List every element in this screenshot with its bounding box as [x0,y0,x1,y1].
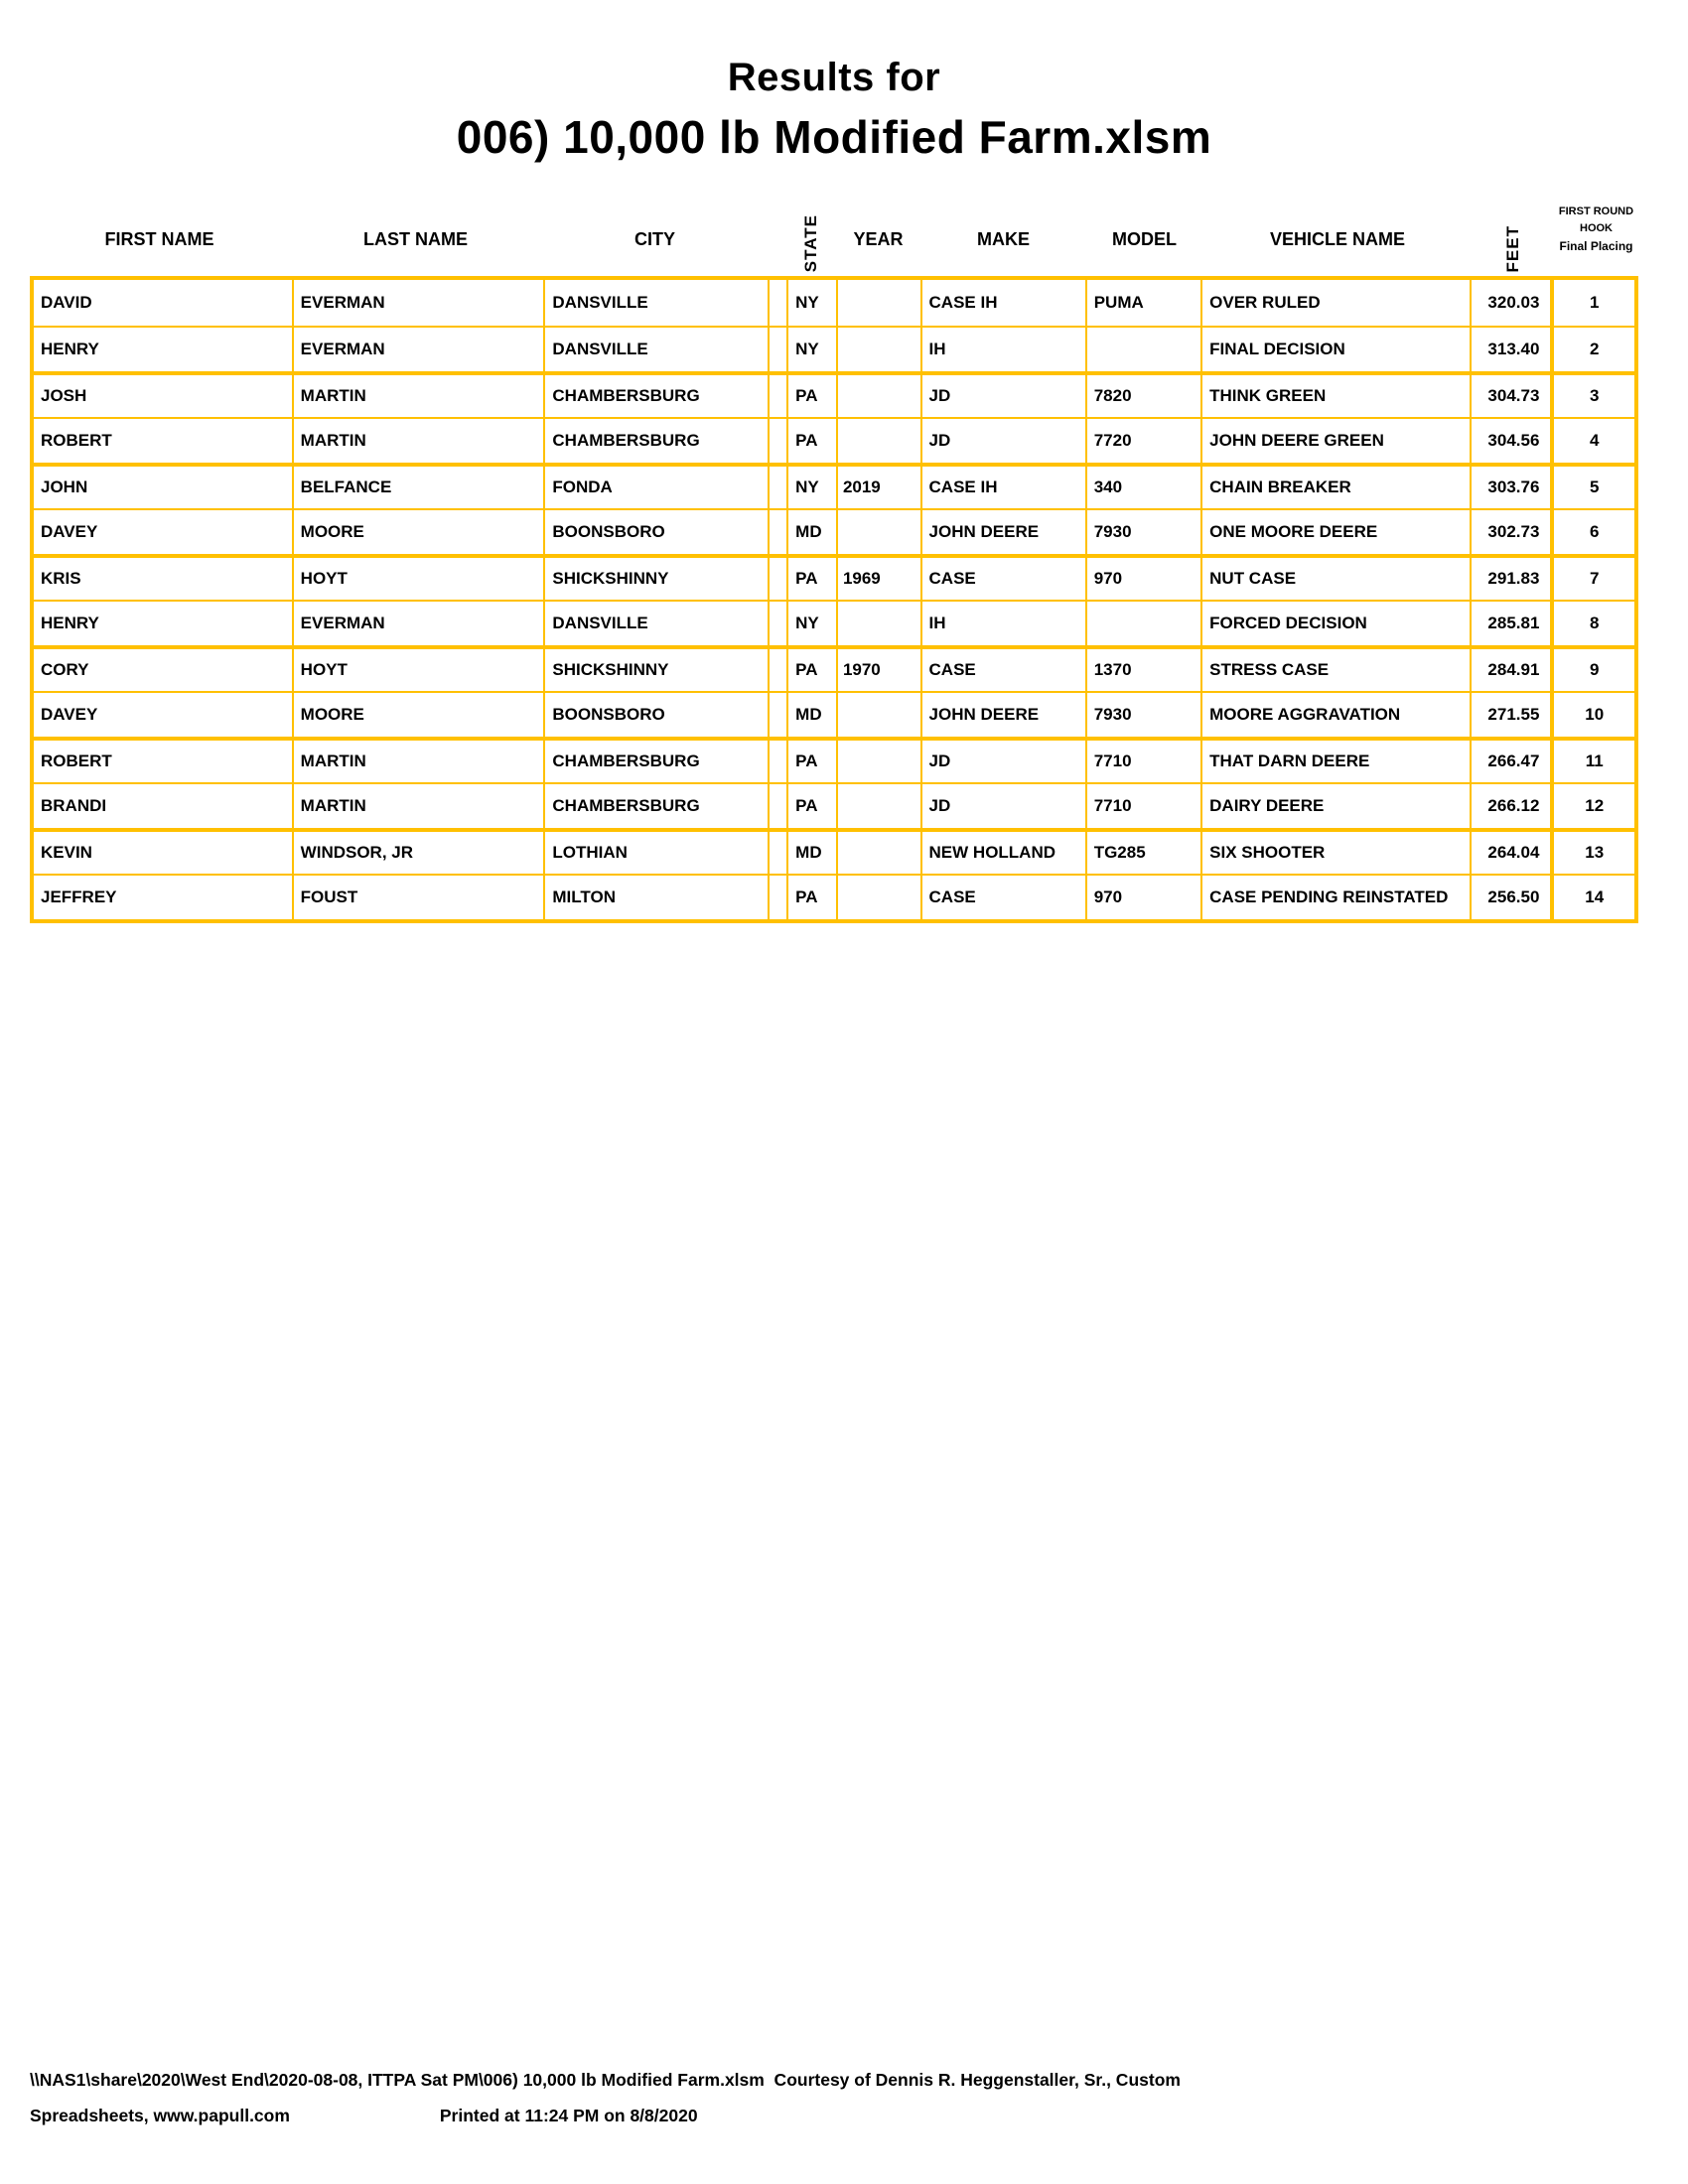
cell-city: SHICKSHINNY [543,558,768,600]
cell-spacer [768,784,786,828]
cell-city: SHICKSHINNY [543,649,768,691]
col-header-last-name-label: LAST NAME [363,229,468,249]
col-header-make-label: MAKE [977,229,1030,249]
cell-final-placing: 2 [1550,328,1634,371]
cell-first-name: DAVID [41,293,92,312]
cell-final-placing: 14 [1550,876,1634,919]
cell-first-name: CORY [41,660,89,679]
table-row [34,645,1634,691]
cell-first-name: DAVEY [41,522,98,541]
cell-vehicle-name: THINK GREEN [1200,375,1470,417]
cell-last-name: MARTIN [292,419,544,463]
cell-vehicle-name: JOHN DEERE GREEN [1200,419,1470,463]
cell-vehicle-name: FORCED DECISION [1200,602,1470,645]
footer-print-info [30,2106,1678,2126]
table-row [34,280,1634,326]
cell-year: 1969 [836,558,920,600]
cell-feet: 291.83 [1470,558,1551,600]
cell-vehicle-name: DAIRY DEERE [1200,784,1470,828]
cell-year [836,419,920,463]
cell-final-placing: 5 [1550,467,1634,508]
cell-model: 7720 [1085,419,1200,463]
cell-year [836,328,920,371]
cell-city: CHAMBERSBURG [543,419,768,463]
cell-state: NY [786,280,836,326]
cell-make: CASE IH [920,280,1085,326]
cell-model [1085,328,1200,371]
cell-vehicle-name: CASE PENDING REINSTATED [1200,876,1470,919]
cell-first-name: HENRY [41,340,99,358]
cell-make: CASE [920,558,1085,600]
col-header-first-round-label: FIRST ROUND [1558,205,1634,218]
cell-spacer [768,510,786,554]
col-header-last-name [289,189,542,276]
cell-last-name: MARTIN [292,784,544,828]
cell-city: DANSVILLE [543,328,768,371]
cell-make: JD [920,784,1085,828]
cell-year: 1970 [836,649,920,691]
cell-feet: 304.73 [1470,375,1551,417]
cell-spacer [768,328,786,371]
col-header-city-label: CITY [633,229,675,249]
cell-first-name: JOSH [41,386,87,405]
col-header-state-label: STATE [801,213,820,272]
cell-city: BOONSBORO [543,510,768,554]
col-header-city [542,189,768,276]
cell-year [836,280,920,326]
cell-vehicle-name: THAT DARN DEERE [1200,741,1470,782]
cell-spacer [768,419,786,463]
cell-state: PA [786,649,836,691]
cell-city: DANSVILLE [543,280,768,326]
cell-first-name: BRANDI [41,796,107,815]
footer-file-path: \\NAS1\share\2020\West End\2020-08-08, ITTPA Sat PM\006) 10,000 lb Modified Farm.xlsm Courtesy of Dennis R. Heggenstaller, Sr., Custom [30,2070,1181,2090]
cell-spacer [768,649,786,691]
cell-model: 7710 [1085,784,1200,828]
col-header-first-name-label: FIRST NAME [104,229,214,249]
cell-first-name: JOHN [41,478,88,496]
cell-state: PA [786,876,836,919]
table-row [34,463,1634,508]
cell-last-name: HOYT [292,649,544,691]
col-header-year [836,189,920,276]
table-row [34,326,1634,371]
cell-model: PUMA [1085,280,1200,326]
cell-make: CASE IH [920,467,1085,508]
cell-city: CHAMBERSBURG [543,784,768,828]
cell-last-name: MOORE [292,693,544,737]
cell-last-name: BELFANCE [292,467,544,508]
cell-vehicle-name: SIX SHOOTER [1200,832,1470,874]
cell-vehicle-name: NUT CASE [1200,558,1470,600]
cell-final-placing: 1 [1550,280,1634,326]
cell-model: 7930 [1085,693,1200,737]
cell-final-placing: 11 [1550,741,1634,782]
cell-feet: 271.55 [1470,693,1551,737]
cell-feet: 266.12 [1470,784,1551,828]
cell-spacer [768,280,786,326]
cell-final-placing: 3 [1550,375,1634,417]
cell-make: JD [920,419,1085,463]
cell-model: 970 [1085,558,1200,600]
table-row [34,600,1634,645]
cell-last-name: MARTIN [292,741,544,782]
col-header-year-label: YEAR [853,229,904,249]
cell-last-name: FOUST [292,876,544,919]
cell-last-name: MOORE [292,510,544,554]
cell-spacer [768,832,786,874]
cell-vehicle-name: CHAIN BREAKER [1200,467,1470,508]
col-header-vehicle-name [1202,189,1473,276]
cell-state: MD [786,693,836,737]
cell-feet: 320.03 [1470,280,1551,326]
cell-final-placing: 7 [1550,558,1634,600]
cell-first-name: JEFFREY [41,887,117,906]
cell-first-name: ROBERT [41,431,112,450]
table-row [34,691,1634,737]
cell-spacer [768,876,786,919]
cell-final-placing: 8 [1550,602,1634,645]
cell-state: NY [786,602,836,645]
cell-feet: 304.56 [1470,419,1551,463]
col-header-spacer [768,189,786,276]
cell-city: DANSVILLE [543,602,768,645]
cell-last-name: HOYT [292,558,544,600]
cell-feet: 313.40 [1470,328,1551,371]
cell-year: 2019 [836,467,920,508]
col-header-placing [1554,189,1638,276]
cell-vehicle-name: ONE MOORE DEERE [1200,510,1470,554]
table-header-row [30,189,1638,276]
page-title [30,56,1638,164]
cell-state: MD [786,510,836,554]
col-header-state [786,189,836,276]
cell-final-placing: 10 [1550,693,1634,737]
col-header-first-name [30,189,289,276]
cell-feet: 303.76 [1470,467,1551,508]
cell-vehicle-name: FINAL DECISION [1200,328,1470,371]
cell-city: BOONSBORO [543,693,768,737]
cell-make: CASE [920,876,1085,919]
cell-year [836,741,920,782]
cell-year [836,602,920,645]
title-results-for: Results for [727,56,941,99]
table-row [34,737,1634,782]
cell-make: JD [920,375,1085,417]
cell-city: FONDA [543,467,768,508]
table-row [34,782,1634,828]
cell-vehicle-name: STRESS CASE [1200,649,1470,691]
cell-feet: 285.81 [1470,602,1551,645]
cell-model: 970 [1085,876,1200,919]
cell-city: MILTON [543,876,768,919]
cell-last-name: EVERMAN [292,602,544,645]
cell-spacer [768,375,786,417]
cell-year [836,832,920,874]
cell-last-name: EVERMAN [292,328,544,371]
cell-model: 1370 [1085,649,1200,691]
cell-first-name: KRIS [41,569,81,588]
table-row [34,417,1634,463]
cell-spacer [768,741,786,782]
cell-first-name: DAVEY [41,705,98,724]
cell-city: CHAMBERSBURG [543,375,768,417]
cell-make: IH [920,602,1085,645]
cell-spacer [768,693,786,737]
cell-year [836,876,920,919]
table-row [34,828,1634,874]
cell-make: CASE [920,649,1085,691]
table-row [34,371,1634,417]
cell-year [836,784,920,828]
cell-feet: 264.04 [1470,832,1551,874]
cell-state: NY [786,328,836,371]
cell-year [836,693,920,737]
cell-make: NEW HOLLAND [920,832,1085,874]
cell-model: 7710 [1085,741,1200,782]
cell-state: PA [786,375,836,417]
cell-state: PA [786,419,836,463]
cell-vehicle-name: OVER RULED [1200,280,1470,326]
col-header-feet-label: FEET [1503,224,1522,272]
cell-model: 340 [1085,467,1200,508]
col-header-model-label: MODEL [1112,229,1177,249]
title-filename: 006) 10,000 lb Modified Farm.xlsm [456,111,1212,163]
cell-vehicle-name: MOORE AGGRAVATION [1200,693,1470,737]
col-header-make [920,189,1086,276]
cell-make: IH [920,328,1085,371]
footer-printed-at: Printed at 11:24 PM on 8/8/2020 [439,2106,698,2125]
col-header-feet [1473,189,1554,276]
col-header-model [1086,189,1202,276]
cell-make: JOHN DEERE [920,693,1085,737]
cell-model [1085,602,1200,645]
cell-spacer [768,558,786,600]
cell-model: TG285 [1085,832,1200,874]
col-header-vehicle-name-label: VEHICLE NAME [1269,229,1405,249]
table-row [34,554,1634,600]
cell-first-name: ROBERT [41,751,112,770]
cell-state: NY [786,467,836,508]
cell-make: JD [920,741,1085,782]
cell-city: LOTHIAN [543,832,768,874]
cell-spacer [768,602,786,645]
page-footer [30,2070,1678,2126]
results-table [30,276,1638,923]
cell-final-placing: 6 [1550,510,1634,554]
cell-first-name: HENRY [41,614,99,632]
cell-city: CHAMBERSBURG [543,741,768,782]
cell-feet: 256.50 [1470,876,1551,919]
cell-spacer [768,467,786,508]
cell-state: MD [786,832,836,874]
cell-final-placing: 12 [1550,784,1634,828]
cell-model: 7930 [1085,510,1200,554]
cell-year [836,375,920,417]
cell-feet: 284.91 [1470,649,1551,691]
table-row [34,508,1634,554]
col-header-hook-label: HOOK [1580,222,1613,235]
cell-make: JOHN DEERE [920,510,1085,554]
cell-last-name: WINDSOR, JR [292,832,544,874]
cell-last-name: EVERMAN [292,280,544,326]
cell-state: PA [786,741,836,782]
col-header-final-placing-label: Final Placing [1559,239,1633,254]
cell-year [836,510,920,554]
cell-feet: 302.73 [1470,510,1551,554]
cell-final-placing: 9 [1550,649,1634,691]
cell-model: 7820 [1085,375,1200,417]
table-row [34,874,1634,919]
footer-website: Spreadsheets, www.papull.com [30,2106,290,2125]
cell-first-name: KEVIN [41,843,92,862]
cell-last-name: MARTIN [292,375,544,417]
cell-feet: 266.47 [1470,741,1551,782]
cell-state: PA [786,784,836,828]
cell-final-placing: 13 [1550,832,1634,874]
cell-final-placing: 4 [1550,419,1634,463]
cell-state: PA [786,558,836,600]
